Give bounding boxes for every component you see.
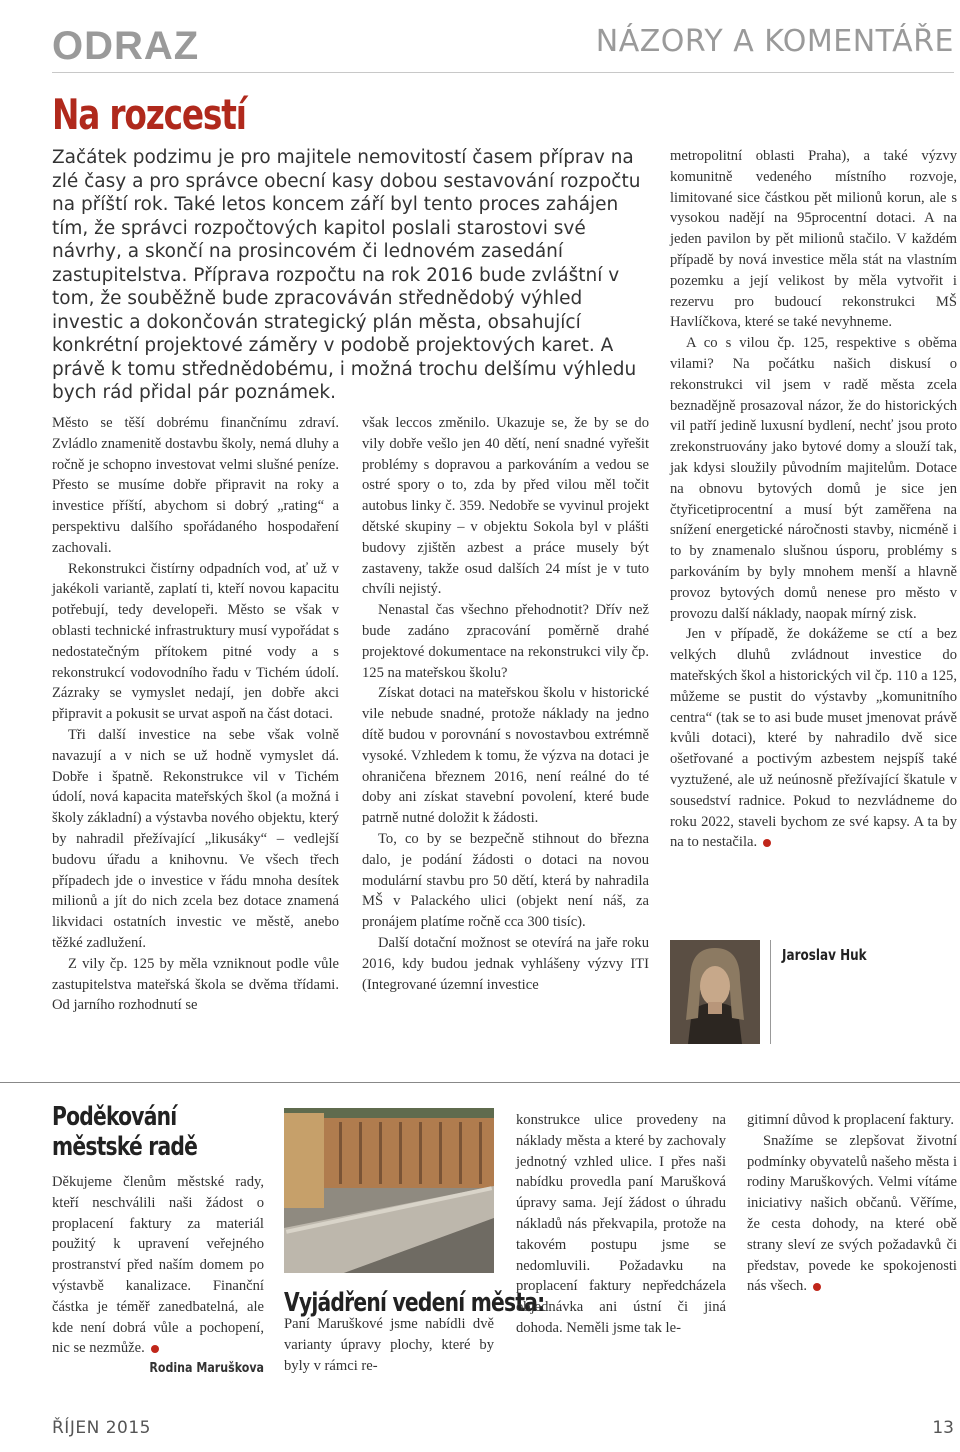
- paragraph: Nenastal čas všechno přehodnotit? Dřív než bude zadáno zpracování poměrně drahé projektové dokumentace na rekonstrukci vily čp. 125 na mateřskou školu?: [362, 602, 649, 681]
- thanks-body: Děkujeme členům městské rady, kteří neschválili naši žádost o proplacení faktury za materiál použitý k upravení veřejného prostranství před naším domem po výstavbě kanalizace. Finanční částka je téměř zanedbatelná, ale kde není dobrá vůle a pochopení, nic se nezmůže.: [52, 1174, 264, 1357]
- header-rule: [52, 72, 954, 73]
- paragraph: Z vily čp. 125 by měla vzniknout podle vůle zastupitelstva mateřská škola se dvěma třídami. Od jarního rozhodnutí se: [52, 955, 339, 1014]
- thanks-title: [52, 1102, 197, 1162]
- paragraph: To, co by se bezpečně stihnout do března dalo, je podání žádosti o dotaci na novou modulární stavbu pro 50 dětí, která by nahradila MŠ v Palackého ulici (objekt není náš, za pronájem platíme ročně cca 300 tisíc).: [362, 830, 649, 931]
- magazine-logo: ODRAZ: [52, 24, 200, 68]
- author-photo: [670, 940, 760, 1044]
- paragraph: [670, 624, 957, 853]
- street-fence-illustration-icon: [284, 1108, 494, 1273]
- paragraph: Další dotační možnost se otevírá na jaře roku 2016, kdy budou jednak vyhlášeny výzvy ITI (Integrované územní investice: [362, 934, 649, 993]
- author-portrait-icon: [670, 940, 760, 1044]
- response-paragraph: [747, 1131, 957, 1297]
- paragraph: A co s vilou čp. 125, respektive s oběma vilami? Na počátku našich diskusí o rekonstrukci vil jsem v radě města zcela beznadějně prosazoval názor, že do historických vil patří jedině luxusní bydlení, nechť jsou proto zrekonstruovány jako bytové domy a slouží tak, jak kdysi sloužily původním majitelům. Dotace na obnovu bytových domů je sice jen čtyřicetiprocentní a musí být zaměřena na snížení energetické náročnosti stavby, nicméně i to by znamenalo slušnou úsporu, problémy s parkováním by byly mnohem menší a hlavně provoz bytových domů nenese pro město v provozu další náklady, naopak mírný zisk.: [670, 335, 957, 622]
- paragraph-text: Jen v případě, že dokážeme se ctí a bez velkých dluhů zvládnout investice do mateřských škol a historických vil čp. 110 a 125, můžeme se pustit do výstavby „komunitního centra“ (tak se to asi bude muset jmenovat právě kvůli dotaci), které by nahradilo dvě sice ošetřované a poctivým azbestem nejspíš také vyztužené, ale už neúnosně přežívající škatule v sousedství radnice. Pokud to nezvládneme do roku 2022, staveli bychom ze své kapsy. A ta by na to nestačila.: [670, 626, 957, 851]
- paragraph: metropolitní oblasti Praha), a také výzvy komunitně vedeného místního rozvoje, limitované sice částkou pět milionů korun, ale s vysokou nadějí na 95procentní dotaci. A na jeden pavilon by pět milionů stačilo. V každém případě by nová investice měla stát na vlastním pozemku a její velikost by měla vytvořit i rezervu pro budoucí rekonstrukci MŠ Havlíčkova, které se také nevyhneme.: [670, 148, 957, 331]
- paragraph: Město se těší dobrému finančnímu zdraví. Zvládlo znamenitě dostavbu školy, nemá dluhy a ročně je schopno investovat velmi slušné peníze. Přesto se musíme dobře připravit na roky a investice příští, abychom si dobrý „rating“ a perspektivu dalšího spořádaného hospodaření zachovali.: [52, 415, 339, 556]
- response-title: Vyjádření vedení města:: [284, 1288, 545, 1318]
- author-name: Jaroslav Huk: [782, 946, 867, 964]
- article-column-1: [52, 413, 339, 1016]
- section-divider: [0, 1082, 960, 1083]
- paragraph: Tři další investice na sebe však volně navazují a v nich se už hodně vymyslet dá. Dobře i špatně. Rekonstrukce vil v Tichém údolí, nová kapacita mateřských škol (a možná i školy základní) a výstavba nového objektu, který by nahradil přežívající „likusáky“ – vedlejší budovu úřadu a knihovnu. Ve všech třech případech jde o investice v řádu mnoha desítek milionů a jít do nich zcela bez dotace znamená likvidaci ostatních investic ve městě, anebo těžké zadlužení.: [52, 726, 339, 951]
- paragraph: Rekonstrukci čistírny odpadních vod, ať už v jakékoli variantě, zaplatí ti, kteří novou kapacitu potřebují, tedy developeři. Město se však v oblasti technické infrastruktury musí vypořádat s nedostatečným přítokem pitné vody a s rekonstrukcí vodovodního řadu v Tichém údolí. Zázraky se vymyslet nedají, jen dobře akci připravit a pokusit se urvat aspoň na část dotaci.: [52, 560, 339, 723]
- paragraph: však leccos změnilo. Ukazuje se, že by se do vily dobře vešlo jen 40 dětí, není snadné vyřešit problémy s dopravou a parkováním a vedou se ostré spory o to, zda by před vilou měl točit autobus linky č. 359. Nedobře se vyvinul projekt dětské skupiny – v objektu Sokola byl v plášti budovy zjištěn azbest a práce musely být zastaveny, takže osud dalších 24 míst je v tuto chvíli nejistý.: [362, 415, 649, 598]
- response-text-3: [747, 1110, 957, 1297]
- section-title: NÁZORY A KOMENTÁŘE: [595, 24, 954, 59]
- author-divider: [770, 940, 771, 1044]
- article-column-2: [362, 413, 649, 995]
- thanks-title-line: Poděkování: [52, 1102, 177, 1132]
- response-text-1: Paní Maruškové jsme nabídli dvě varianty úpravy plochy, které by byly v rámci re-: [284, 1316, 494, 1374]
- response-text-2: konstrukce ulice provedeny na náklady města a které by zachovaly jednotný vzhled ulice. I přes naši nabídku provedla paní Marušková úpravy sama. Její žádost o úhradu nákladů nás překvapila, protože na takovém postupu jsme se nedomluvili. Požadavku na proplacení faktury nepředcházela objednávka ani ústní či jiná dohoda. Neměli jsme tak le-: [516, 1112, 726, 1336]
- red-dot-icon: [763, 839, 771, 847]
- paragraph: Získat dotaci na mateřskou školu v historické vile nebude snadné, protože náklady na jedno dítě budou v porovnání s novostavbou extrémně vysoké. Vzhledem k tomu, že výzva na dotaci je ohraničena březnem 2016, není reálné do té doby ani získat stavební povolení, které bude patrně nutné doložit k žádosti.: [362, 685, 649, 827]
- thanks-text: [52, 1172, 264, 1380]
- issue-date: ŘÍJEN 2015: [52, 1418, 151, 1438]
- article-lead: Začátek podzimu je pro majitele nemovitostí časem příprav na zlé časy a pro správce obecní kasy dobou sestavování rozpočtu na příští rok. Také letos koncem září byl tento proces zahájen tím, že správci rozpočtových kapitol poslali starostovi své návrhy, a skončí na prosincovém či lednovém zasedání zastupitelstva. Příprava rozpočtu na rok 2016 bude zvláštní v tom, že souběžně bude zpracováván střednědobý výhled investic a dokončován strategický plán města, obsahující konkrétní projektové záměry v podobě projektových karet. A právě k tomu střednědobému, i možná trochu delšímu výhledu bych rád přidal pár poznámek.: [52, 147, 641, 403]
- page-number: 13: [932, 1418, 954, 1438]
- red-dot-icon: [813, 1283, 821, 1291]
- thanks-title-line: městské radě: [52, 1132, 198, 1162]
- article-title: Na rozcestí: [52, 90, 246, 139]
- response-paragraph: gitimní důvod k proplacení faktury.: [747, 1112, 954, 1128]
- article-column-3: [670, 146, 957, 853]
- thanks-signature: Rodina Maruškova: [149, 1361, 264, 1377]
- response-paragraph-text: Snažíme se zlepšovat životní podmínky obyvatelů našeho města i rodiny Maruškových. Velmi vítáme iniciativy našich občanů. Věříme, že cesta dohody, na které obě strany sleví ze svých požadavků či představ, povede ke spokojenosti nás všech.: [747, 1132, 957, 1295]
- street-photo: [284, 1108, 494, 1273]
- red-dot-icon: [151, 1345, 159, 1353]
